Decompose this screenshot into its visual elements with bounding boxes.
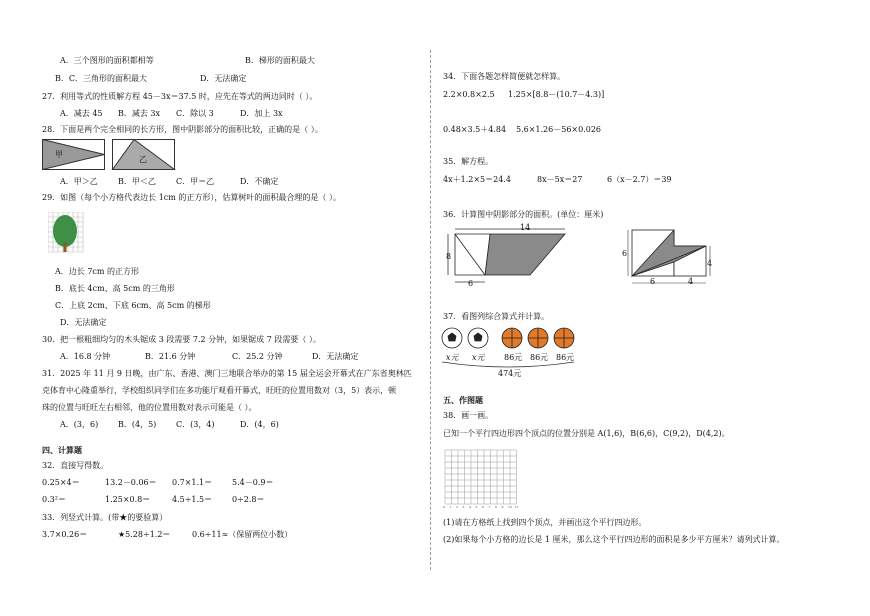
q37-basket-price-1: 86元: [504, 353, 523, 362]
q37-basket-price-2: 86元: [530, 353, 549, 362]
q28-option-a: A．甲＞乙: [60, 177, 98, 186]
q30-question: 30．把一根粗细均匀的木头锯成 3 段需要 7.2 分钟，如果锯成 7 段需要（ ）。: [42, 335, 321, 344]
grid-x-ticks: 0 1 2 3 4 5 6 7 8 9 10 11: [443, 505, 519, 509]
q28-label-yi: 乙: [139, 155, 147, 164]
q36-figure-1: [440, 222, 580, 288]
q32-item: 0.25×4＝: [42, 478, 80, 487]
q27-option-b: B．减去 3x: [118, 109, 161, 118]
q30-option-a: A．16.8 分钟: [60, 352, 111, 361]
q28-label-jia: 甲: [55, 150, 63, 159]
fig2-bottom-left-label: 6: [650, 277, 656, 286]
q37-question: 37．看图列综合算式并计算。: [443, 312, 550, 321]
q27-option-d: D．加上 3x: [240, 109, 283, 118]
q37-basket-price-3: 86元: [556, 353, 575, 362]
fig1-side-label: 8: [446, 252, 452, 261]
q34-item: 1.25×[8.8－(10.7－4.3)]: [508, 90, 605, 99]
q27-option-c: C．除以 3: [176, 109, 214, 118]
q28-figures: [42, 139, 182, 171]
q34-question: 34．下面各题怎样简便就怎样算。: [443, 72, 566, 81]
section-5-heading: 五、作图题: [443, 395, 483, 405]
fig1-top-label: 14: [520, 223, 531, 232]
section-4-heading: 四、计算题: [42, 445, 82, 455]
q33-question: 33．列竖式计算。(带★的要验算）: [42, 513, 168, 522]
q32-item: 13.2－0.06＝: [105, 478, 157, 487]
fig2-bottom-right-label: 4: [688, 277, 694, 286]
q38-part-1: (1)请在方格纸上找到四个顶点，并画出这个平行四边形。: [443, 518, 647, 527]
fig2-left-label: 6: [622, 249, 628, 258]
q32-item: 0.3²＝: [42, 495, 66, 504]
q27-question: 27．利用等式的性质解方程 45－3x＝37.5 时，应先在等式的两边同时（ ）。: [42, 92, 318, 101]
q35-item: 6（x－2.7）＝39: [607, 175, 672, 184]
q28-option-d: D．不确定: [240, 177, 279, 186]
q32-item: 0÷2.8＝: [232, 495, 265, 504]
q37-total: 474元: [498, 369, 522, 378]
q26-option-c: B．C．三角形的面积最大: [55, 74, 147, 83]
q37-soccer-price-2: x元: [472, 353, 485, 362]
q26-option-b: B．梯形的面积最大: [245, 56, 315, 65]
q32-question: 32．直接写得数。: [42, 461, 109, 470]
q31-option-c: C．(3，4): [176, 420, 215, 429]
q31-option-b: B．(4，5): [118, 420, 157, 429]
q37-soccer-price-1: x元: [446, 353, 459, 362]
q31-option-a: A．(3，6): [60, 420, 99, 429]
q35-question: 35．解方程。: [443, 157, 494, 166]
q34-item: 5.6×1.26－56×0.026: [516, 125, 602, 134]
q27-option-a: A．减去 45: [60, 109, 103, 118]
q35-item: 8x－5x＝27: [537, 175, 583, 184]
q33-item: ★5.28÷1.2＝: [118, 530, 171, 539]
q35-item: 4x＋1.2×5＝24.4: [443, 175, 511, 184]
q26-option-d: D．无法确定: [200, 74, 247, 83]
fig2-right-label: 4: [707, 259, 713, 268]
q32-item: 0.7×1.1＝: [172, 478, 213, 487]
q30-option-b: B．21.6 分钟: [145, 352, 196, 361]
q38-description: 已知一个平行四边形四个顶点的位置分别是 A(1,6)，B(6,6)，C(9,2)，D(4,2)。: [443, 429, 730, 438]
q33-item: 0.6÷11≈（保留两位小数）: [192, 530, 293, 539]
column-divider: [430, 50, 431, 570]
q31-option-d: D．(4，6): [240, 420, 279, 429]
q28-option-b: B．甲＜乙: [118, 177, 156, 186]
q34-item: 2.2×0.8×2.5: [443, 90, 495, 99]
q30-option-c: C．25.2 分钟: [232, 352, 283, 361]
leaf-grid-figure: [48, 212, 84, 257]
q28-option-c: C．甲＝乙: [176, 177, 215, 186]
q30-option-d: D．无法确定: [312, 352, 359, 361]
q32-item: 1.25×0.8＝: [105, 495, 151, 504]
q34-item: 0.48×3.5＋4.84: [443, 125, 507, 134]
q28-question: 28．下面是两个完全相同的长方形，图中阴影部分的面积比较，正确的是（ ）。: [42, 125, 323, 134]
q33-item: 3.7×0.26＝: [42, 530, 88, 539]
q38-grid[interactable]: [441, 448, 525, 510]
q36-figure-2: [622, 222, 722, 292]
q29-option-d: D．无法确定: [60, 318, 107, 327]
q37-balls-figure: [440, 326, 580, 374]
q31-line-1: 31．2025 年 11 月 9 日晚，由广东、香港、澳门三地联合举办的第 15 届全运会开幕式在广东省奥林匹: [42, 369, 412, 378]
q29-option-b: B．底长 4cm、高 5cm 的三角形: [55, 284, 175, 293]
fig1-bottom-label: 6: [468, 279, 474, 288]
q38-question: 38．画一画。: [443, 411, 494, 420]
q36-question: 36．计算图中阴影部分的面积。(单位：厘米): [443, 210, 604, 219]
q31-line-3: 珠的位置与旺旺左右相邻，他的位置用数对表示可能是（ ）。: [42, 403, 257, 412]
q32-item: 4.5÷1.5＝: [172, 495, 213, 504]
q32-item: 5.4－0.9＝: [232, 478, 274, 487]
q29-option-c: C．上底 2cm、下底 6cm、高 5cm 的梯形: [55, 301, 211, 310]
q29-question: 29．如图（每个小方格代表边长 1cm 的正方形），估算树叶的面积最合理的是（ ）。: [42, 193, 341, 202]
q38-part-2: (2)如果每个小方格的边长是 1 厘米，那么这个平行四边形的面积是多少平方厘米？请列式计算。: [443, 535, 785, 544]
q26-option-a: A．三个图形的面积都相等: [60, 56, 154, 65]
q31-line-2: 克体育中心隆重举行，学校组织同学们在多功能厅观看开幕式，旺旺的位置用数对（3，5）表示，顿: [42, 386, 397, 395]
q29-option-a: A．边长 7cm 的正方形: [55, 267, 140, 276]
